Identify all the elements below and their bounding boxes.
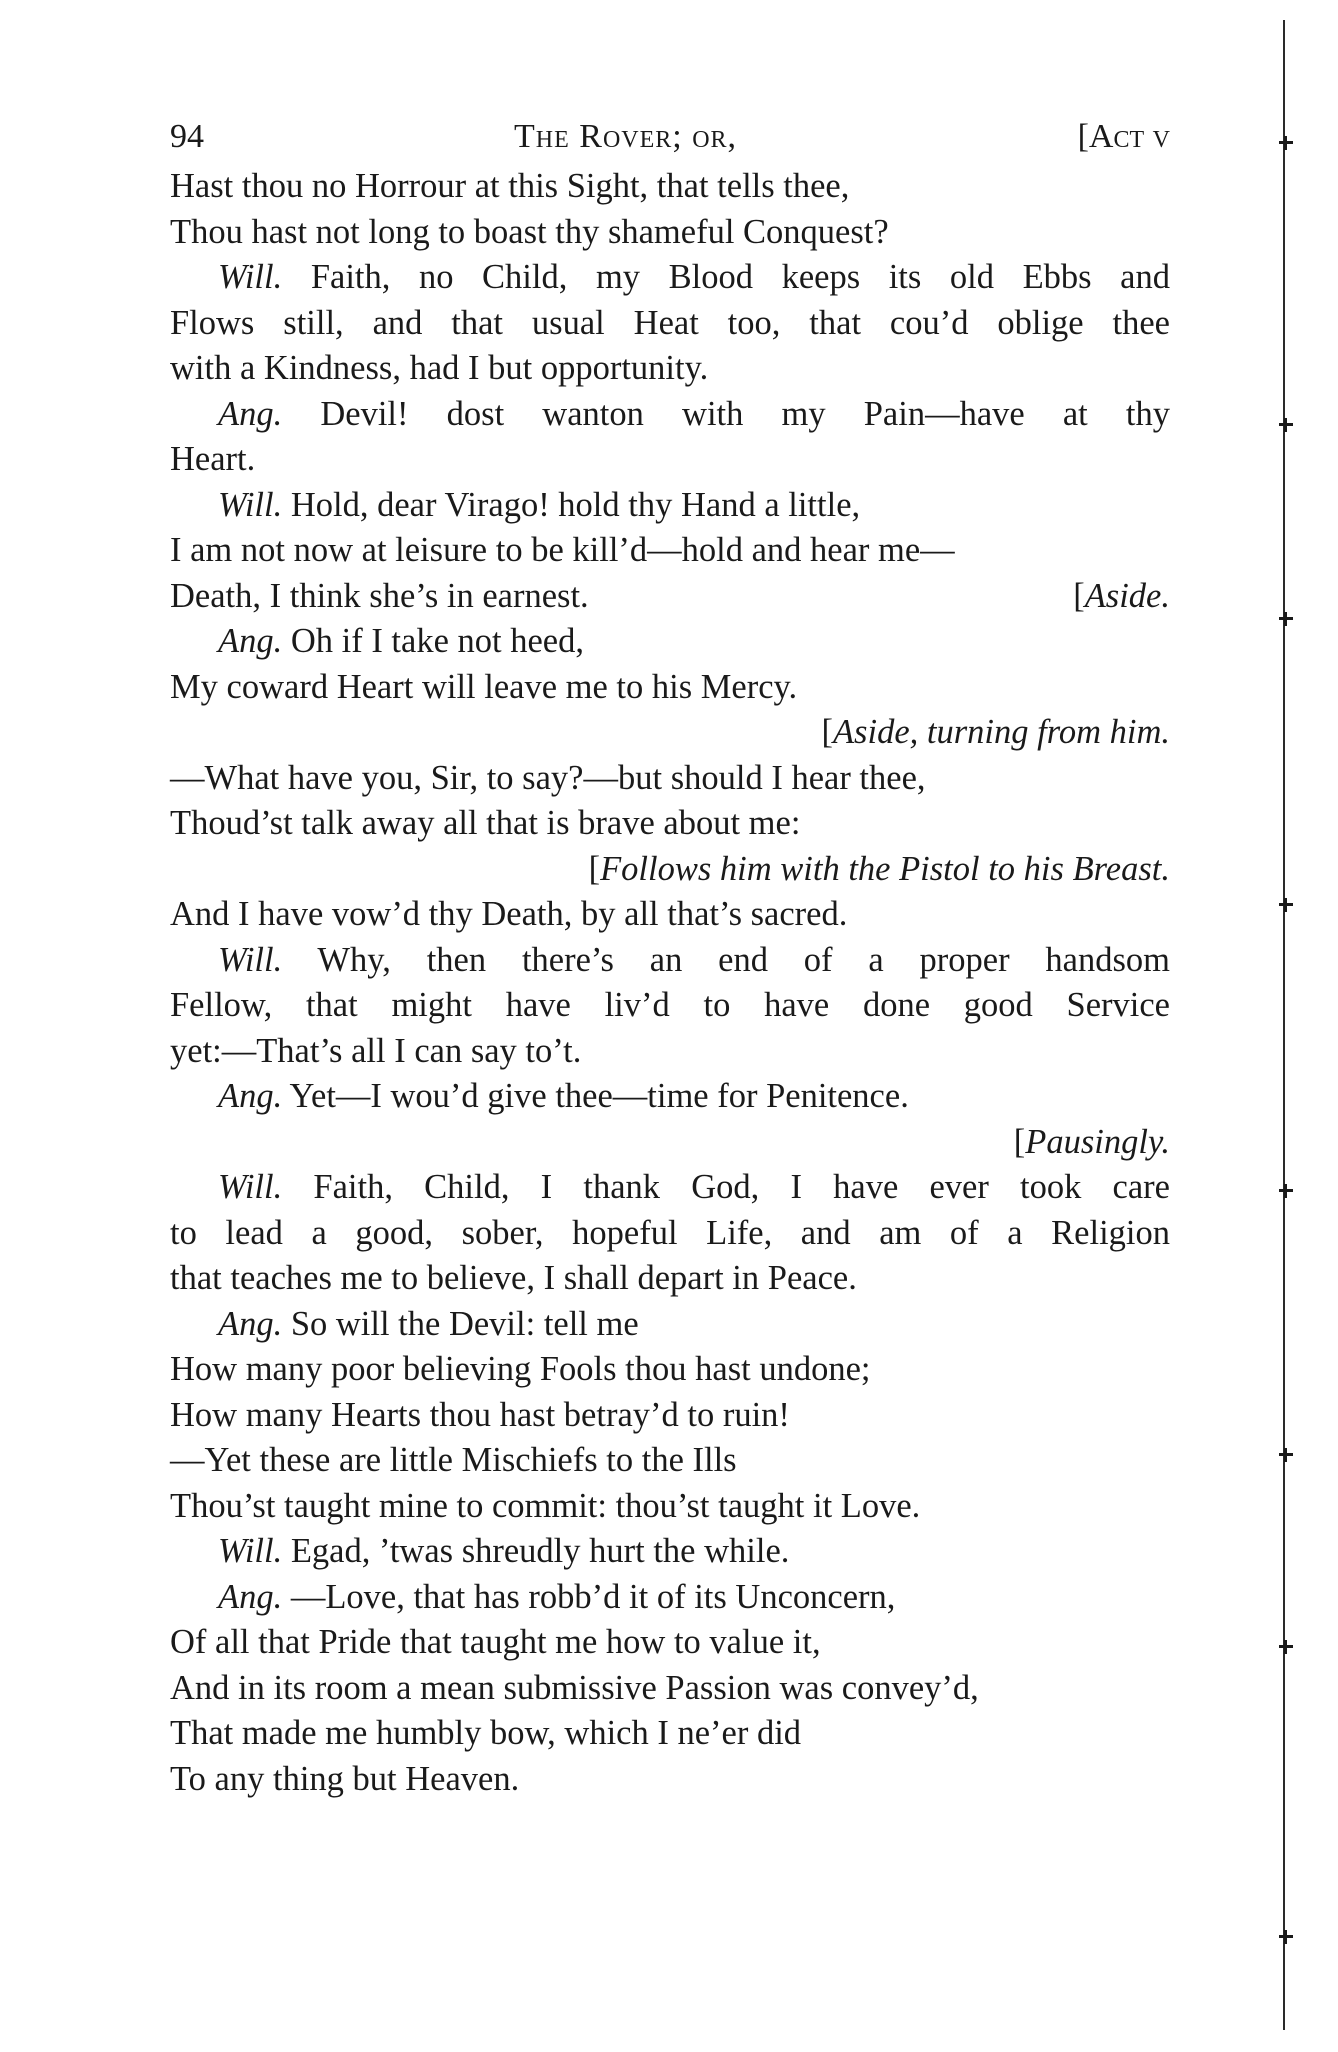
- stage-direction-bracket: [: [821, 713, 833, 751]
- running-title: The Rover; or,: [514, 118, 738, 155]
- speaker-name: Ang.: [218, 1077, 283, 1115]
- margin-mark: [1279, 1448, 1293, 1462]
- dialogue-text: Death, I think she’s in earnest.: [170, 576, 589, 615]
- dialogue-text: And I have vow’d thy Death, by all that’s sacred.: [170, 895, 848, 933]
- margin-mark: [1279, 418, 1293, 432]
- text-line: [170, 301, 1170, 347]
- text-line: [170, 210, 1170, 256]
- text-line: [170, 1711, 1170, 1757]
- stage-direction-bracket: [: [1073, 576, 1085, 615]
- dialogue-text: And in its room a mean submissive Passion was convey’d,: [170, 1668, 979, 1707]
- text-line: [170, 1256, 1170, 1302]
- dialogue-text: Hold, dear Virago! hold thy Hand a little,: [282, 485, 861, 524]
- dialogue-text: Devil! dost wanton with my Pain—have at thy: [282, 394, 1170, 433]
- page-number: 94: [170, 118, 204, 155]
- speaker-name: Ang.: [218, 1577, 283, 1616]
- dialogue-text: Hast thou no Horrour at this Sight, that tells thee,: [170, 167, 850, 205]
- stage-direction-line: [170, 710, 1170, 756]
- text-line: [170, 801, 1170, 847]
- dialogue-text: with a Kindness, had I but opportunity.: [170, 349, 709, 387]
- dialogue-text: So will the Devil: tell me: [282, 1304, 639, 1343]
- text-line: [170, 1165, 1170, 1211]
- text-line: [170, 346, 1170, 392]
- dialogue-text: Faith, no Child, my Blood keeps its old Ebbs and: [282, 258, 1170, 296]
- speaker-name: Ang.: [218, 622, 283, 660]
- speaker-name: Will.: [218, 940, 283, 979]
- text-line: [170, 574, 1170, 620]
- speaker-name: Will.: [218, 1532, 283, 1570]
- dialogue-text: —What have you, Sir, to say?—but should I hear thee,: [170, 758, 926, 797]
- text-line: [170, 983, 1170, 1029]
- margin-mark: [1279, 898, 1293, 912]
- dialogue-text: That made me humbly bow, which I ne’er did: [170, 1714, 802, 1752]
- running-header: [170, 118, 1170, 164]
- margin-mark: [1279, 612, 1293, 626]
- text-line: [170, 1529, 1170, 1575]
- stage-direction-line: [170, 1120, 1170, 1166]
- stage-direction: Pausingly.: [1025, 1122, 1170, 1161]
- text-line: [170, 1620, 1170, 1666]
- dialogue-text: How many poor believing Fools thou hast undone;: [170, 1350, 871, 1388]
- text-line: [170, 665, 1170, 711]
- margin-mark: [1279, 1184, 1293, 1198]
- dialogue-text: yet:—That’s all I can say to’t.: [170, 1031, 582, 1070]
- stage-direction-line: [170, 847, 1170, 893]
- speaker-name: Ang.: [218, 1304, 283, 1343]
- text-line: [170, 1074, 1170, 1120]
- margin-mark: [1279, 1930, 1293, 1944]
- text-line: [170, 1438, 1170, 1484]
- text-line: [170, 1757, 1170, 1803]
- dialogue-text: Why, then there’s an end of a proper handsom: [282, 940, 1170, 979]
- stage-direction: Aside, turning from him.: [832, 713, 1170, 751]
- act-label: [Act v: [1077, 118, 1170, 155]
- text-line: [170, 1211, 1170, 1257]
- dialogue-text: Yet—I wou’d give thee—time for Penitence.: [282, 1077, 909, 1115]
- dialogue-text: How many Hearts thou hast betray’d to ruin!: [170, 1395, 790, 1434]
- page-edge-rule: [1283, 20, 1285, 2030]
- dialogue-text: that teaches me to believe, I shall depart in Peace.: [170, 1259, 857, 1297]
- dialogue-text: Thou’st taught mine to commit: thou’st taught it Love.: [170, 1486, 921, 1525]
- text-line: [170, 1393, 1170, 1439]
- text-line: [170, 483, 1170, 529]
- dialogue-text: Flows still, and that usual Heat too, that cou’d oblige thee: [170, 303, 1170, 342]
- speaker-name: Will.: [218, 258, 283, 296]
- stage-direction: Follows him with the Pistol to his Breast.: [600, 849, 1170, 888]
- text-line: [170, 619, 1170, 665]
- dialogue-text: Egad, ’twas shreudly hurt the while.: [282, 1532, 790, 1570]
- dialogue-text: Thou hast not long to boast thy shameful Conquest?: [170, 212, 889, 251]
- stage-direction-bracket: [: [588, 849, 601, 888]
- dialogue-text: Of all that Pride that taught me how to value it,: [170, 1623, 821, 1661]
- text-line: [170, 1575, 1170, 1621]
- dialogue-text: Thoud’st talk away all that is brave about me:: [170, 804, 801, 842]
- text-line: [170, 392, 1170, 438]
- text-line: [170, 1666, 1170, 1712]
- play-text: [170, 164, 1170, 1802]
- dialogue-text: My coward Heart will leave me to his Mercy.: [170, 667, 798, 706]
- text-line: [170, 1484, 1170, 1530]
- dialogue-text: Heart.: [170, 440, 256, 478]
- dialogue-text: to lead a good, sober, hopeful Life, and am of a Religion: [170, 1213, 1170, 1252]
- text-line: [170, 892, 1170, 938]
- dialogue-text: —Yet these are little Mischiefs to the Ills: [170, 1441, 737, 1479]
- text-line: [170, 437, 1170, 483]
- dialogue-text: To any thing but Heaven.: [170, 1759, 520, 1798]
- dialogue-text: I am not now at leisure to be kill’d—hold and hear me—: [170, 531, 955, 569]
- text-line: [170, 1347, 1170, 1393]
- text-line: [170, 1029, 1170, 1075]
- dialogue-text: Oh if I take not heed,: [282, 622, 584, 660]
- text-line: [170, 756, 1170, 802]
- dialogue-text: Fellow, that might have liv’d to have done good Service: [170, 986, 1170, 1024]
- text-line: [170, 255, 1170, 301]
- stage-direction: Aside.: [1084, 576, 1170, 615]
- text-line: [170, 938, 1170, 984]
- stage-direction-bracket: [: [1013, 1122, 1026, 1161]
- aside-direction: [1073, 574, 1170, 620]
- margin-mark: [1279, 136, 1293, 150]
- text-line: [170, 528, 1170, 574]
- text-line: [170, 164, 1170, 210]
- dialogue-text: Faith, Child, I thank God, I have ever took care: [282, 1168, 1170, 1206]
- dialogue-text: —Love, that has robb’d it of its Unconcern,: [282, 1577, 896, 1616]
- margin-mark: [1279, 1640, 1293, 1654]
- speaker-name: Will.: [218, 1168, 283, 1206]
- speaker-name: Will.: [218, 485, 283, 524]
- book-page: [170, 118, 1170, 1802]
- speaker-name: Ang.: [218, 394, 283, 433]
- text-line: [170, 1302, 1170, 1348]
